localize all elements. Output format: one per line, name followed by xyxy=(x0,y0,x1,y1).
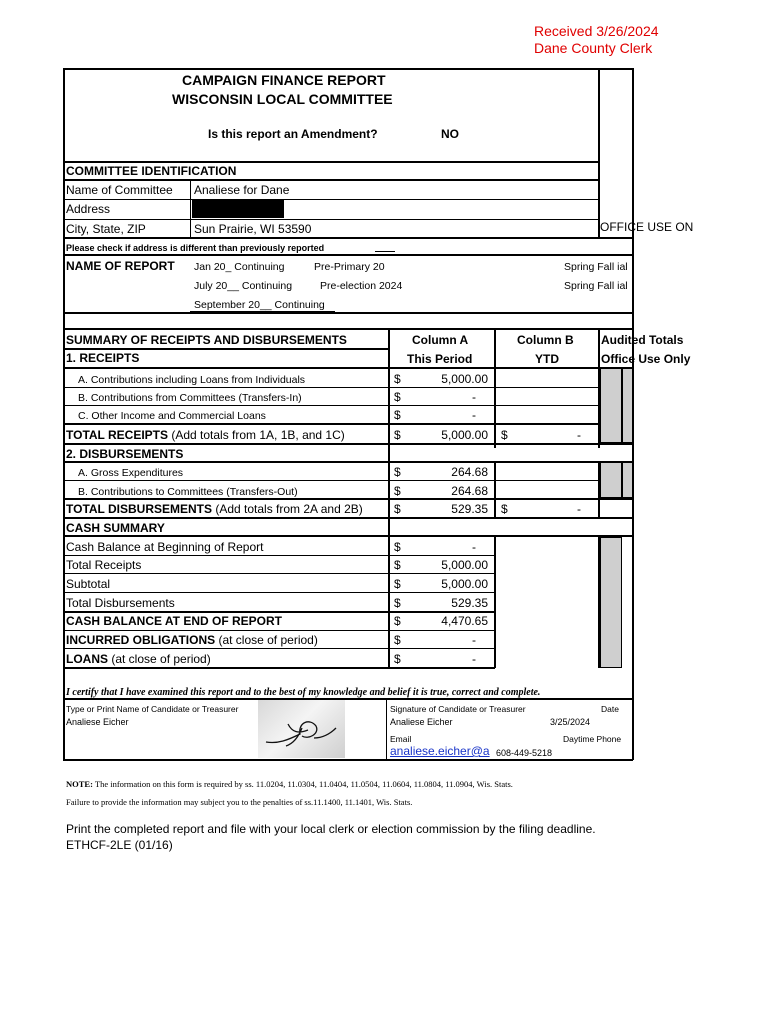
dollar: $ xyxy=(394,502,401,516)
audited-header: Audited Totals xyxy=(601,333,684,347)
committee-name-label: Name of Committee xyxy=(66,183,173,197)
phone-value[interactable]: 608-449-5218 xyxy=(496,748,553,758)
col-b-header: Column B xyxy=(517,333,574,347)
dollar: $ xyxy=(394,633,401,647)
rule xyxy=(63,179,600,181)
report-option-spring-fall-2[interactable]: Spring Fall ial xyxy=(564,280,628,292)
dollar: $ xyxy=(394,596,401,610)
col-a-header: Column A xyxy=(412,333,469,347)
type-name-label: Type or Print Name of Candidate or Treasurer xyxy=(66,704,239,714)
rule xyxy=(63,698,633,700)
dollar: $ xyxy=(394,465,401,479)
office-use-label: OFFICE USE ON xyxy=(600,220,694,234)
dollar: $ xyxy=(394,540,401,554)
legal-penalty-note: Failure to provide the information may subject you to the penalties of ss.11.1400, 11.1401, Wis. Stats. xyxy=(66,797,413,807)
loans-bold: LOANS xyxy=(66,652,108,666)
rule xyxy=(63,555,495,556)
cash-end-label: CASH BALANCE AT END OF REPORT xyxy=(66,614,282,628)
report-option-spring-fall-1[interactable]: Spring Fall ial xyxy=(564,261,628,273)
cash-summary-heading: CASH SUMMARY xyxy=(66,521,165,535)
dollar: $ xyxy=(394,558,401,572)
cash-total-disb-label: Total Disbursements xyxy=(66,596,175,610)
total-receipts-bold: TOTAL RECEIPTS xyxy=(66,428,169,442)
disb-b-value: 264.68 xyxy=(451,484,488,498)
obligations-bold: INCURRED OBLIGATIONS xyxy=(66,633,216,647)
report-option-july[interactable]: July 20__ Continuing xyxy=(194,280,293,292)
total-disb-value: 529.35 xyxy=(451,502,488,516)
dollar: $ xyxy=(394,390,401,404)
dollar: $ xyxy=(394,577,401,591)
total-receipts-value: 5,000.00 xyxy=(441,428,488,442)
rule xyxy=(63,667,495,669)
email-value[interactable]: analiese.eicher@a xyxy=(390,745,490,757)
total-receipts-note: (Add totals from 1A, 1B, and 1C) xyxy=(168,428,345,442)
audit-box xyxy=(600,462,622,498)
rule xyxy=(63,405,633,406)
stamp-received-date: Received 3/26/2024 xyxy=(534,23,659,39)
receipts-c-label: C. Other Income and Commercial Loans xyxy=(78,410,266,422)
divider xyxy=(632,698,634,760)
signature-label: Signature of Candidate or Treasurer xyxy=(390,704,526,714)
signature-date[interactable]: 3/25/2024 xyxy=(550,717,591,727)
dollar: $ xyxy=(394,484,401,498)
dollar: $ xyxy=(501,502,508,516)
rule xyxy=(63,387,633,388)
address-change-checkbox-line[interactable] xyxy=(375,251,395,252)
rule xyxy=(63,312,633,314)
total-receipts-ytd: - xyxy=(577,428,581,442)
rule xyxy=(63,573,495,574)
audit-box xyxy=(622,368,633,443)
cash-total-disb-value: 529.35 xyxy=(451,596,488,610)
report-title: CAMPAIGN FINANCE REPORT xyxy=(182,72,386,88)
city-value: Sun Prairie, WI 53590 xyxy=(194,222,312,236)
dollar: $ xyxy=(394,652,401,666)
signature-name[interactable]: Analiese Eicher xyxy=(390,717,453,727)
address-label: Address xyxy=(66,202,111,216)
address-redaction xyxy=(192,200,284,218)
legal-note xyxy=(66,777,513,791)
dollar: $ xyxy=(394,408,401,422)
obligations-note: (at close of period) xyxy=(215,633,318,647)
report-option-september[interactable]: September 20__ Continuing xyxy=(194,299,325,311)
total-disb-bold: TOTAL DISBURSEMENTS xyxy=(66,502,213,516)
disb-b-label: B. Contributions to Committees (Transfers-Out) xyxy=(78,486,298,498)
rule xyxy=(63,254,633,256)
dollar: $ xyxy=(501,428,508,442)
rule xyxy=(63,423,633,425)
cash-subtotal-label: Subtotal xyxy=(66,577,111,591)
signature-image xyxy=(258,700,345,758)
form-id: ETHCF-2LE (01/16) xyxy=(66,838,173,852)
rule xyxy=(63,517,633,519)
stamp-clerk: Dane County Clerk xyxy=(534,40,653,56)
frame-top xyxy=(63,68,633,70)
total-disb-note: (Add totals from 2A and 2B) xyxy=(212,502,363,516)
receipts-b-value: - xyxy=(472,390,476,404)
report-option-pre-primary[interactable]: Pre-Primary 20 xyxy=(314,261,385,273)
filing-instruction: Print the completed report and file with your local clerk or election commission by the filing deadline. xyxy=(66,822,596,836)
cash-begin-label: Cash Balance at Beginning of Report xyxy=(66,540,264,554)
receipts-c-value: - xyxy=(472,408,476,422)
divider xyxy=(63,698,65,760)
audit-box xyxy=(622,462,633,498)
phone-label: Daytime Phone xyxy=(563,734,622,744)
col-divider xyxy=(494,330,496,448)
col-a-subheader: This Period xyxy=(407,352,473,366)
rule xyxy=(63,237,633,239)
dollar: $ xyxy=(394,372,401,386)
divider xyxy=(386,699,387,760)
rule xyxy=(63,535,633,537)
audit-box xyxy=(600,368,622,443)
audit-box xyxy=(600,537,622,668)
col-b-subheader: YTD xyxy=(535,352,559,366)
frame-right xyxy=(598,68,600,238)
disb-a-value: 264.68 xyxy=(451,465,488,479)
obligations-value: - xyxy=(472,633,476,647)
rule xyxy=(63,219,600,220)
rule xyxy=(63,611,495,613)
total-disb-ytd: - xyxy=(577,502,581,516)
rule xyxy=(63,461,633,463)
rule xyxy=(63,443,633,445)
total-disb-label xyxy=(66,502,363,516)
divider xyxy=(190,180,191,238)
total-receipts-label xyxy=(66,428,345,442)
rule xyxy=(63,328,633,330)
report-option-jan[interactable]: Jan 20_ Continuing xyxy=(194,261,285,273)
report-option-pre-election[interactable]: Pre-election 2024 xyxy=(320,280,403,292)
signature-scribble-icon xyxy=(258,700,345,758)
cash-subtotal-value: 5,000.00 xyxy=(441,577,488,591)
rule xyxy=(63,498,633,500)
type-name-value[interactable]: Analiese Eicher xyxy=(66,717,129,727)
rule xyxy=(63,630,495,631)
report-subtitle: WISCONSIN LOCAL COMMITTEE xyxy=(172,91,393,107)
legal-note-text: The information on this form is required by ss. 11.0204, 11.0304, 11.0404, 11.0504, 11.0604, 11.0804, 11.0904, Wis. Stats. xyxy=(92,779,513,789)
rule xyxy=(63,592,495,593)
cash-total-receipts-value: 5,000.00 xyxy=(441,558,488,572)
committee-section-title: COMMITTEE IDENTIFICATION xyxy=(66,164,237,178)
receipts-b-label: B. Contributions from Committees (Transfers-In) xyxy=(78,392,302,404)
email-label: Email xyxy=(390,734,412,744)
cash-total-receipts-label: Total Receipts xyxy=(66,558,142,572)
committee-name-value: Analiese for Dane xyxy=(194,183,290,197)
cash-begin-value: - xyxy=(472,540,476,554)
legal-note-bold: NOTE: xyxy=(66,779,93,789)
report-name-label: NAME OF REPORT xyxy=(66,259,175,273)
disb-a-label: A. Gross Expenditures xyxy=(78,467,184,479)
rule xyxy=(63,367,633,369)
rule xyxy=(63,648,495,649)
rule-committee-top xyxy=(63,161,600,163)
receipts-a-value: 5,000.00 xyxy=(441,372,488,386)
amendment-answer: NO xyxy=(441,127,459,141)
obligations-label xyxy=(66,633,318,647)
loans-label xyxy=(66,652,211,666)
city-label: City, State, ZIP xyxy=(66,222,146,236)
rule xyxy=(63,480,633,481)
amendment-question: Is this report an Amendment? xyxy=(208,127,378,141)
address-change-note: Please check if address is different than previously reported xyxy=(66,243,325,253)
loans-value: - xyxy=(472,652,476,666)
col-divider xyxy=(494,463,496,518)
received-stamp xyxy=(534,23,659,57)
audited-subheader: Office Use Only xyxy=(601,352,691,366)
date-label: Date xyxy=(601,704,619,714)
cash-end-value: 4,470.65 xyxy=(441,614,488,628)
disbursements-heading: 2. DISBURSEMENTS xyxy=(66,447,184,461)
rule xyxy=(63,199,600,200)
dollar: $ xyxy=(394,428,401,442)
receipts-a-label: A. Contributions including Loans from Individuals xyxy=(78,374,306,386)
certify-statement: I certify that I have examined this report and to the best of my knowledge and belief it is true, correct and complete. xyxy=(66,687,541,698)
rule xyxy=(63,348,389,350)
summary-title: SUMMARY OF RECEIPTS AND DISBURSEMENTS xyxy=(66,333,347,347)
dollar: $ xyxy=(394,614,401,628)
receipts-heading: 1. RECEIPTS xyxy=(66,351,140,365)
loans-note: (at close of period) xyxy=(108,652,211,666)
